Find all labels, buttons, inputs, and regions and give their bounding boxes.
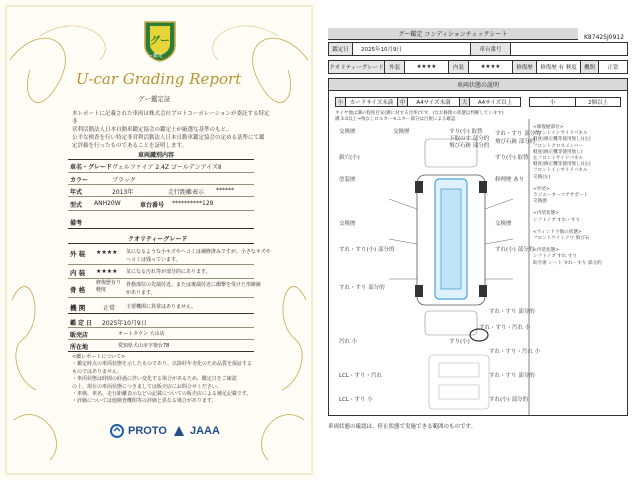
appraisal-date-label: 鑑 定 日 — [70, 320, 93, 327]
quality-label: クオリティーグレード — [329, 61, 385, 73]
field-value-chassis: **********129 — [172, 200, 214, 207]
inner-label: 内装 — [449, 61, 469, 73]
repair-note: 軽度(修正機等使用無し)(左) — [533, 137, 591, 143]
field-label-notes: 備考 — [70, 220, 83, 227]
address-label: 所在地 — [70, 344, 89, 351]
grade-desc-exterior: 気になるような小キズやヘコミは補修済みですが、小さなキズや — [126, 249, 271, 255]
repair-note: フロントウインドウ 飛び石 — [533, 236, 590, 242]
diag-label: 交換歴 — [495, 221, 512, 227]
chassis-label: 車台番号 — [471, 43, 511, 55]
diag-label: すれ(小) 部分的 — [489, 397, 529, 403]
proto-icon — [110, 424, 124, 438]
note-line: ・鑑定時点の車両状態を示したものであり、以降経年劣化のため品質を保証する — [72, 361, 253, 368]
jaaa-logo-text: JAAA — [190, 425, 220, 437]
date-label: 鑑定日 — [329, 43, 353, 55]
quality-title: クオリティーグレード — [128, 236, 188, 243]
repair-note: フロントインサイドパネル — [533, 168, 588, 174]
grade-desc-engine: 主要機関に異常はありません。 — [126, 304, 197, 310]
repair-note: <内装状態> — [533, 211, 560, 217]
field-value-model: ANH20W — [94, 200, 121, 207]
grading-report-panel — [0, 0, 318, 480]
field-label-mileage: 走行距離表示 — [168, 189, 205, 196]
diag-label: 飛び石跡 部分的 — [495, 139, 536, 145]
svg-text:グー: グー — [150, 36, 170, 47]
grade-stars-engine: 正常 — [103, 305, 116, 312]
proto-logo-text: PROTO — [128, 425, 167, 437]
count-small: 小 — [530, 98, 576, 106]
grade-desc-frame-2: があります。 — [126, 290, 156, 296]
tire-note-2: 溝 3.0以上→残なしロルカーモニター部分は目視による確認 — [335, 117, 456, 122]
jaaa-icon — [172, 424, 186, 438]
diag-label: すれ・すり 部分的 — [495, 131, 541, 137]
engine-value: 正常 — [607, 65, 619, 71]
dealer-label: 販売店 — [70, 332, 89, 339]
jaaa-logo — [172, 424, 220, 438]
diag-label: すれ・すり・汚れ 小 — [479, 325, 531, 331]
diag-label: 汚れ 小 — [339, 339, 358, 345]
report-subtitle: グー鑑定証 — [138, 95, 171, 103]
engine-label: 機関 — [581, 61, 599, 73]
repair-note: <外装> — [533, 186, 550, 192]
badge-label: グー鑑定 — [143, 53, 164, 59]
sheet-header — [328, 28, 578, 40]
diag-label: 塗装歴 — [339, 177, 356, 183]
dealer-value: オートタウン 大山店 — [118, 331, 165, 337]
vehicle-state-box — [328, 78, 628, 416]
repair-value: 修復歴 有 軽度 — [537, 61, 581, 73]
appraisal-date-value: 2025年10月9日 — [102, 320, 147, 327]
diag-label: すれ・すり・汚れ 小 — [489, 349, 541, 355]
diag-label: 交換歴 — [339, 221, 356, 227]
grade-label-exterior: 外 装 — [70, 250, 86, 258]
sheet-header-title: グー鑑定 コンディションチェックシート — [398, 31, 508, 38]
note-line: ・車検、車名、走行距離表示などの記載についての販売店による補足記載です。 — [72, 391, 252, 398]
intro-line: 定評価を行ったものであることを証明します。 — [72, 143, 188, 149]
grade-desc-interior: 気になる汚れ等が部分的にあります。 — [126, 269, 211, 275]
legend-val-small: カードサイズ未満 — [346, 98, 398, 106]
note-line: ・評価については他検査機関等の評価と異なる場合があります。 — [72, 398, 217, 405]
repair-note: シフトノブ すれ・すり — [533, 217, 581, 223]
repair-notes-column — [533, 125, 627, 267]
count-two-plus: 2個以上 — [588, 100, 608, 106]
legend-val-large: A4サイズ以上 — [477, 100, 513, 106]
legend-key-medium: 中 — [398, 98, 408, 106]
repair-note: フロントインサイドパネル — [533, 131, 588, 137]
diag-label: 下取のす 部分的 — [449, 136, 490, 142]
address-value: 愛知県犬山市字楽台78 — [118, 343, 170, 349]
diag-label: 鋲穴(小) — [339, 155, 360, 161]
repair-note: 左フロントサイドパネル — [533, 156, 584, 162]
field-label-chassis: 車台番号 — [140, 202, 165, 209]
diag-label: すれ・すり 部分的 — [489, 309, 535, 315]
diag-label: 飛び石跡 部分的 — [449, 143, 490, 149]
repair-note: フロントクロスメンバー — [533, 143, 584, 149]
repair-note: <修復歴部位> — [533, 125, 564, 130]
date-row — [328, 42, 628, 56]
diag-label: すり(小) 取替 — [449, 129, 483, 135]
field-value-color: ブラック — [112, 177, 136, 184]
field-label-car-name: 車名・グレード — [70, 164, 113, 171]
legend-key-large: 大 — [460, 98, 470, 106]
repair-label: 修復歴 — [513, 61, 537, 73]
repair-note: 軽度(修正機等使用無し)(左) — [533, 162, 591, 168]
field-value-mileage: ****** — [216, 187, 234, 194]
diag-label: 交換歴 — [339, 129, 356, 135]
note-line: ものではありません。 — [72, 368, 123, 375]
outer-label: 外装 — [385, 61, 405, 73]
date-value: 2025年10月9日 — [353, 43, 471, 55]
repair-note: <ウィンドウ他の状態> — [533, 229, 582, 235]
diag-label: すれ・すり 部分的 — [489, 373, 535, 379]
diag-label: すり(小) — [449, 339, 470, 345]
field-value-car-name: ヴェルファイア 2.4Z ゴールデンアイズⅡ — [112, 164, 222, 171]
inner-stars: ★★★★ — [469, 61, 513, 73]
note-line: の上、現在の車両状態につきましては販売店にお問合せください。 — [72, 383, 222, 390]
outer-stars: ★★★★ — [405, 61, 449, 73]
field-value-year: 2013年 — [112, 189, 134, 196]
grade-desc-frame: 骨格部位の先端付近、または後端付近に衝撃を受けた形跡跡 — [126, 282, 262, 288]
diag-label: 修理歴 あり — [495, 177, 525, 183]
condition-check-sheet — [318, 0, 640, 480]
field-label-color: カラー — [70, 177, 89, 184]
diag-label: LCL・すり 小 — [339, 397, 373, 403]
repair-note: シフトノブ すれ すり — [533, 254, 577, 260]
intro-line: 本レポートに記載された車両は株式会社プロトコーポレーションが委託する特定非 — [72, 111, 270, 125]
intro-line: 公平な検査を行い特定非営利活動法人日本自動車鑑定協会の定める基準にて鑑 — [72, 135, 265, 141]
field-label-model: 型式 — [70, 202, 83, 209]
diag-label: すれ・すり(小) 部分的 — [339, 247, 395, 253]
intro-line: 営利活動法人日本自動車鑑定協会の鑑定士が厳選な基準のもと、 — [72, 127, 232, 133]
note-line: ・車両状態は時間の経過に伴い変化する場合があるため、鑑定日をご確認 — [72, 376, 237, 383]
diag-label: LCL・すり・汚れ — [339, 373, 382, 379]
notes-title: <鑑レポートについて> — [72, 354, 126, 360]
repair-note: ラジエーターコアサポート — [533, 193, 589, 199]
repair-note: 軽度(修正機等使用無し) — [533, 149, 583, 155]
grade-label-engine: 機 関 — [70, 304, 86, 312]
grade-stars-exterior: ★★★★ — [96, 249, 118, 256]
repair-note: <内装状態> — [533, 248, 560, 254]
grade-stars-interior: ★★★★ — [96, 268, 118, 275]
grade-label-frame: 骨 格 — [70, 286, 86, 294]
tire-note-1: タイヤ他は溝の程度目安(溝に対する比率)です。(なお修理の状態は判断しています) — [335, 111, 504, 116]
report-title: U-car Grading Report — [76, 70, 242, 88]
section-title: 車両識別内容 — [138, 152, 175, 159]
legend-key-small: 小 — [336, 98, 346, 106]
diag-label: すり(小) 取替 — [495, 155, 529, 161]
intro-paragraph — [72, 110, 272, 150]
legend-val-medium: A4サイズ未満 — [408, 98, 460, 106]
repair-note: 助手席 シート すれ・すり 部分的 — [533, 260, 602, 266]
grade-stars-frame: 修復歴有り軽度 — [96, 280, 122, 293]
repair-note: 交換(左) — [533, 174, 551, 180]
grade-label-interior: 内 装 — [70, 269, 86, 277]
repair-note: 交換歴 — [533, 199, 547, 205]
diag-label: 交換歴 — [393, 129, 410, 135]
quality-row — [328, 60, 628, 74]
notes-block — [72, 354, 262, 406]
diag-label: すれ・すり 部分的 — [339, 285, 385, 291]
footer-note: 車両状態の確認は、停止状態で実施できる範囲のものです。 — [328, 424, 477, 430]
proto-logo — [110, 424, 167, 438]
field-label-year: 年式 — [70, 189, 83, 196]
grade-desc-exterior-2: ヘコミは残っています。 — [126, 257, 181, 263]
doc-id: K87425J0912 — [584, 34, 625, 41]
state-title: 車両状態の説明 — [456, 82, 499, 89]
diag-label: すれ(小) 部分的 — [495, 247, 535, 253]
